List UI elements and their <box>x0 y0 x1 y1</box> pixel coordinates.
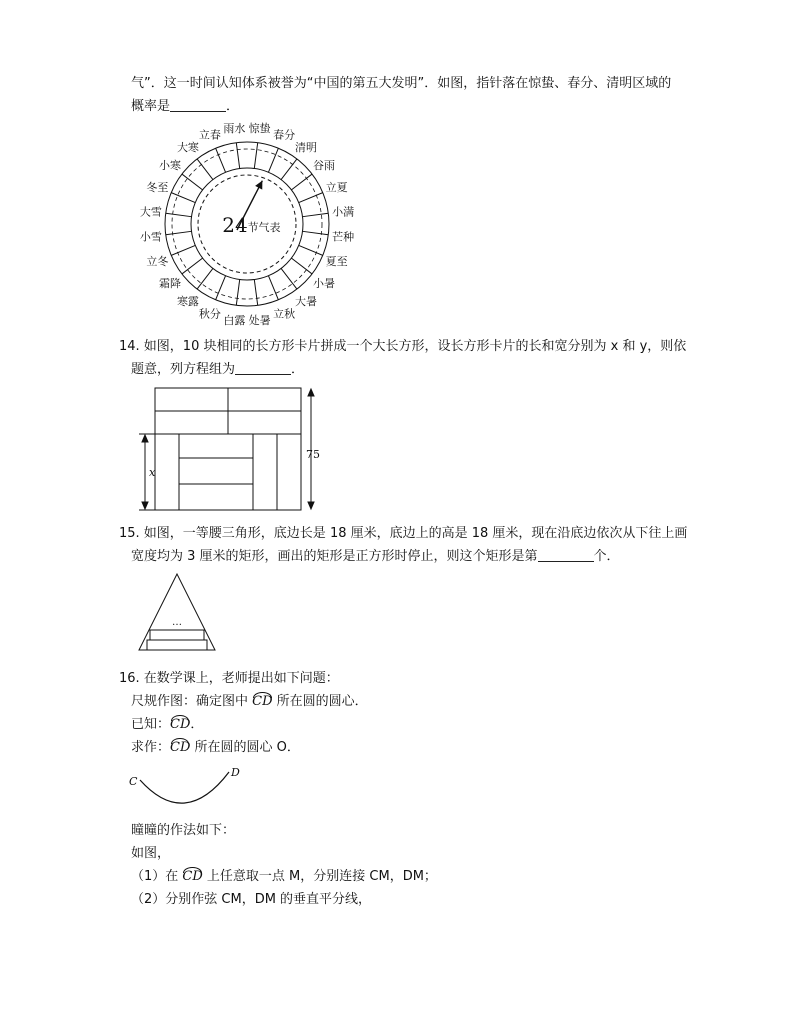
q16-line4-b: 所在圆的圆心 O． <box>190 740 300 755</box>
q15-line2-text: 宽度均为 3 厘米的矩形，画出的矩形是正方形时停止，则这个矩形是第 <box>131 549 538 564</box>
solar-term-label: 秋分 <box>198 307 221 321</box>
arc-cd-symbol: CD <box>170 740 191 755</box>
q16-text-line5: 曈曈的作法如下： <box>131 823 236 838</box>
ellipsis-dots: … <box>172 617 182 628</box>
solar-term-label: 雨水 <box>223 121 246 135</box>
solar-term-label: 白露 <box>223 314 246 328</box>
solar-term-label: 春分 <box>273 128 296 142</box>
q14-text-line2 <box>131 362 304 378</box>
q16-text-line2 <box>131 694 368 710</box>
q13-text-line1: 气”．这一时间认知体系被誉为“中国的第五大发明”．如图，指针落在惊蛰、春分、清明区域的 <box>131 76 672 91</box>
q16-text-line7 <box>131 869 437 885</box>
q16-text-line1: 16. 在数学课上，老师提出如下问题： <box>119 671 339 686</box>
q16-line2-b: 所在圆的圆心． <box>272 694 368 709</box>
solar-term-label: 小暑 <box>312 277 335 291</box>
q13-line2-text: 概率是 <box>131 99 171 114</box>
solar-term-label: 立春 <box>198 128 221 142</box>
big-rectangle-bottom <box>155 434 301 510</box>
q16-text-line4 <box>131 740 300 756</box>
arc-cd <box>140 772 229 803</box>
solar-term-label: 冬至 <box>146 180 169 194</box>
solar-term-label: 小满 <box>332 205 355 219</box>
q16-line4-a: 求作： <box>131 740 171 755</box>
point-c-label: C <box>129 775 138 788</box>
q14-answer-blank <box>235 362 291 375</box>
arc-cd-symbol: CD <box>252 694 273 709</box>
arc-cd-symbol: CD <box>182 869 203 884</box>
solar-term-label: 立夏 <box>325 180 348 194</box>
q16-text-line6: 如图， <box>131 846 171 861</box>
q15-line2-end: 个． <box>593 549 620 564</box>
solar-term-label: 大寒 <box>176 141 199 155</box>
dial-center-number: 24 <box>222 213 248 237</box>
q15-triangle-figure <box>130 570 242 654</box>
point-d-label: D <box>231 766 240 779</box>
q14-text-line1: 14. 如图，10 块相同的长方形卡片拼成一个大长方形，设长方形卡片的长和宽分别为 x 和 y，则依 <box>119 339 687 354</box>
q16-line7-a: （1）在 <box>131 869 183 884</box>
height-label: 75 <box>306 448 320 461</box>
x-label: x <box>149 466 156 479</box>
arc-cd-symbol: CD <box>170 717 191 732</box>
solar-term-label: 谷雨 <box>312 158 335 172</box>
q16-line2-a: 尺规作图：确定图中 <box>131 694 253 709</box>
q16-text-line3 <box>131 717 203 733</box>
solar-term-label: 大暑 <box>295 294 318 308</box>
solar-term-label: 清明 <box>295 141 318 155</box>
solar-term-label: 立冬 <box>146 255 169 269</box>
solar-term-label: 芒种 <box>332 230 355 244</box>
solar-term-label: 处暑 <box>248 314 271 328</box>
q14-line2-text: 题意，列方程组为 <box>131 362 236 377</box>
q15-answer-blank <box>538 549 594 562</box>
q16-line3-b: ． <box>190 717 204 732</box>
q13-answer-blank <box>170 99 226 112</box>
solar-term-label: 小寒 <box>159 158 182 172</box>
q16-text-line8: （2）分别作弦 CM，DM 的垂直平分线， <box>131 892 372 907</box>
q13-line2-end: ． <box>226 99 240 114</box>
q15-text-line1: 15. 如图，一等腰三角形，底边长是 18 厘米，底边上的高是 18 厘米，现在沿底边依次从下往上画 <box>119 526 688 541</box>
rectangle-1 <box>147 640 207 650</box>
solar-term-label: 大雪 <box>139 205 162 219</box>
q14-rectangle-figure <box>135 382 335 514</box>
rectangle-2 <box>150 630 204 640</box>
solar-terms-dial <box>125 112 375 332</box>
dial-center-text: 节气表 <box>247 221 281 234</box>
q15-text-line2 <box>131 549 620 565</box>
solar-term-label: 小雪 <box>139 230 162 244</box>
solar-term-label: 惊蛰 <box>248 121 271 135</box>
q16-line7-b: 上任意取一点 M，分别连接 CM，DM； <box>202 869 437 884</box>
solar-term-label: 霜降 <box>159 277 182 291</box>
q14-line2-end: ． <box>291 362 305 377</box>
q16-arc-figure <box>125 760 255 810</box>
solar-term-label: 寒露 <box>176 294 199 308</box>
solar-term-label: 立秋 <box>273 307 296 321</box>
solar-term-label: 夏至 <box>325 255 348 269</box>
q16-line3-a: 已知： <box>131 717 171 732</box>
